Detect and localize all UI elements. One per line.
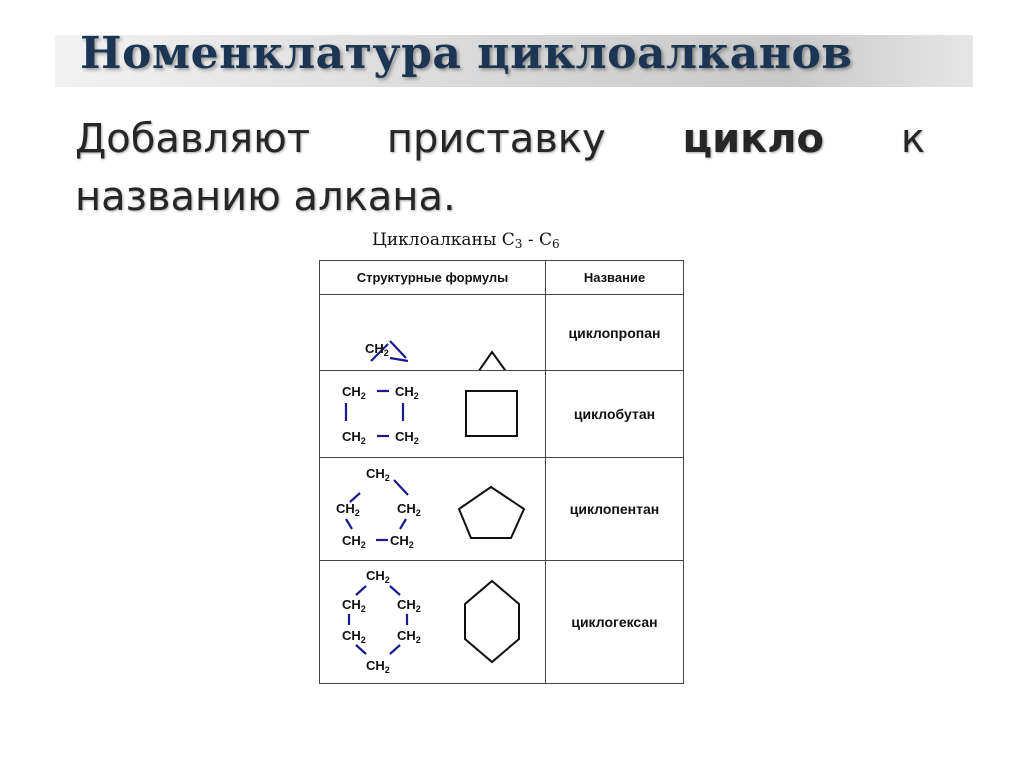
caption-to-index: 6 — [552, 237, 560, 251]
ch2-group: $CH_2$ — [336, 501, 360, 518]
ch2-group: $CH_2$ — [395, 384, 419, 401]
header-name: Название — [546, 261, 684, 295]
row-name: циклопентан — [546, 458, 684, 561]
row-name: циклогексан — [546, 561, 684, 684]
body-text-end: к названию алкана. — [75, 116, 926, 220]
caption-c-from: С — [501, 230, 515, 250]
hexagon-icon — [465, 581, 519, 662]
table-row — [320, 458, 684, 561]
cycloalkanes-table — [319, 260, 684, 684]
ch2-group: $CH_2$ — [342, 429, 366, 446]
row-name: циклобутан — [546, 371, 684, 458]
header-structural-formulas: Структурные формулы — [320, 261, 546, 295]
ch2-group: $CH_2$ — [395, 429, 419, 446]
caption-text: Циклоалканы — [372, 230, 502, 250]
cyclopropane-formula — [320, 295, 546, 370]
cyclopentane-formula — [320, 458, 546, 560]
triangle-icon — [467, 352, 518, 370]
ch2-group: $CH_2$ — [342, 533, 366, 550]
formula-cell-cyclopentane — [320, 458, 546, 561]
ch2-group: $CH_2$ — [390, 533, 414, 550]
caption-c-to: С — [539, 230, 553, 250]
ch2-group: $CH_2$ — [366, 466, 390, 483]
formula-cell-cyclobutane — [320, 371, 546, 458]
table-row — [320, 371, 684, 458]
row-name: циклопропан — [546, 295, 684, 371]
ch2-group: $CH_2$ — [342, 597, 366, 614]
body-text-start: Добавляют приставку — [75, 116, 683, 162]
pentagon-icon — [459, 487, 524, 538]
ch2-group: $CH_2$ — [397, 501, 421, 518]
ch2-group: $CH_2$ — [366, 658, 390, 675]
caption-from-index: 3 — [514, 237, 523, 251]
table-row — [320, 561, 684, 684]
ch2-group: $CH_2$ — [366, 568, 390, 585]
table-caption — [372, 230, 560, 251]
cyclohexane-formula — [320, 561, 546, 683]
table-header-row — [320, 261, 684, 295]
ch2-group: $CH_2$ — [342, 384, 366, 401]
table-row — [320, 295, 684, 371]
ch2-group: $CH_2$ — [365, 341, 389, 358]
ch2-group: $CH_2$ — [397, 597, 421, 614]
slide-title: Номенклатура циклоалканов — [80, 28, 853, 79]
cyclobutane-formula — [320, 371, 546, 457]
formula-cell-cyclopropane — [320, 295, 546, 371]
body-text — [75, 110, 925, 226]
caption-dash: - — [522, 230, 539, 250]
ch2-group: $CH_2$ — [397, 628, 421, 645]
formula-cell-cyclohexane — [320, 561, 546, 684]
body-text-bold: цикло — [682, 116, 825, 162]
square-icon — [466, 391, 517, 436]
ch2-group: $CH_2$ — [342, 628, 366, 645]
